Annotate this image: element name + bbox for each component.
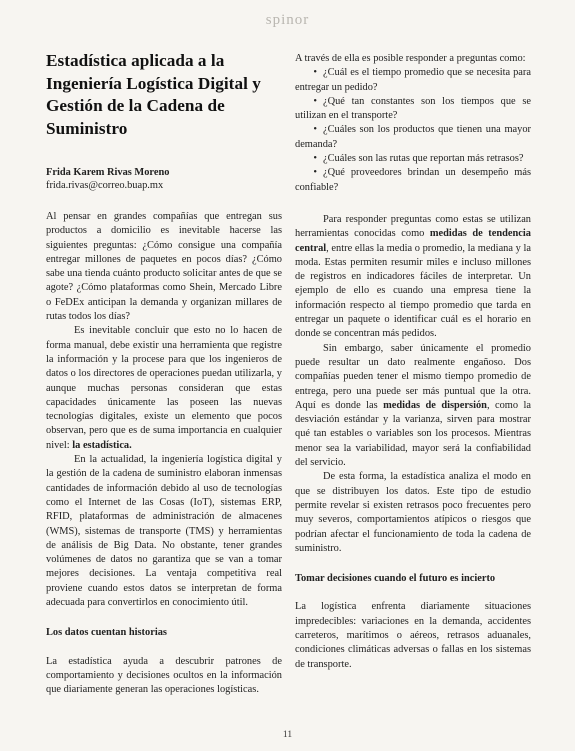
- paragraph-manual-text: Es inevitable concluir que esto no lo hacen de forma manual, debe existir una herramienta que registre la información y la procese para que los ingenieros de datos o los directores de operaciones puedan utilizarla, y aunque muchas personas consideran que estas capacidades únicamente las poseen las nuevas tecnologías digitales, existe un elemento que pocos observan, pero que es de suma importancia en cualquier nivel:: [46, 325, 282, 451]
- page-number: 11: [282, 730, 293, 740]
- emphasis-central-tendency: medidas de tendencia central: [295, 228, 531, 254]
- paragraph-current: En la actualidad, la ingeniería logística digital y la gestión de la cadena de suministro elaboran inmensas cantidades de información debido al uso de tecnologías como el Internet de las Cosas (IoT), sistemas ERP, RFID, plataformas de administración de almacenes (WMS), sistemas de transporte (TMS) y herramientas de análisis de Big Data. No obstante, tener grandes volúmenes de datos no garantiza que se van a tomar mejores decisiones. La ventaja competitiva real proviene cuando estos datos se interpretan de forma adecuada para convertirlos en conocimiento útil.: [46, 454, 282, 609]
- list-item: • ¿Qué proveedores brindan un desempeño más confiable?: [295, 167, 531, 193]
- paragraph-questions-intro: A través de ella es posible responder a preguntas como:: [295, 53, 526, 64]
- paragraph-central-tendency: Para responder preguntas como estas se utilizan herramientas conocidas como medidas de tendencia central, entre ellas la media o promedio, la mediana y la moda. Estas permiten resumir miles e incluso millones de registros en indicadores fáciles de interpretar. Un ejemplo de ello es cuando una empresa tiene la información respecto al tiempo promedio que tarda en entregar un paquete o identificar cuál es el horario en donde se concentran más pedidos.: [295, 213, 531, 340]
- emphasis-statistics: la estadística.: [72, 439, 132, 451]
- bullet-icon: •: [313, 153, 317, 165]
- bullet-icon: •: [313, 167, 317, 179]
- paragraph-manual: [46, 324, 282, 453]
- section-heading-uncertain-future: Tomar decisiones cuando el futuro es incierto: [295, 573, 496, 585]
- author-email: frida.rivas@correo.buap.mx: [46, 180, 164, 191]
- left-column: [46, 50, 282, 698]
- paragraph-dispersion: Sin embargo, saber únicamente el promedio puede resultar un dato realmente engañoso. Dos compañías pueden tener el mismo tiempo promedio de entrega, pero una puede ser más puntual que la otra. Aquí es donde las medidas de dispersión, como la desviación estándar y la varianza, sirven para mostrar qué tan estables o variables son los procesos. Mientras menor sea la variabilidad, mayor será la confiabilidad del servicio.: [295, 342, 531, 469]
- author-name: Frida Karem Rivas Moreno: [46, 167, 170, 178]
- bullet-icon: •: [313, 67, 317, 79]
- paragraph-distribution: De esta forma, la estadística analiza el modo en que se distribuyen los datos. Este tipo de estudio permite revelar si existen retrasos poco frecuentes pero muy severos, comportamientos atípicos o riesgos que podrían afectar el funcionamiento de toda la cadena de suministro.: [295, 471, 531, 554]
- list-item: • ¿Cuáles son los productos que tienen una mayor demanda?: [295, 124, 531, 150]
- section-heading-data-stories: Los datos cuentan historias: [46, 627, 167, 639]
- right-column: [295, 52, 531, 672]
- paragraph-patterns: La estadística ayuda a descubrir patrones de comportamiento y decisiones ocultos en la información que diariamente generan las operaciones logísticas.: [46, 655, 282, 696]
- article-title: Estadística aplicada a la Ingeniería Logística Digital y Gestión de la Cadena de Suministro: [46, 51, 261, 138]
- paragraph-intro: Al pensar en grandes compañías que entregan sus productos a domicilio es inevitable hacerse las siguientes preguntas: ¿Cómo consigue una compañía entregar millones de paquetes en pocos días? ¿Cómo sabe una tienda cuánto producto solicitar antes de que se agote? ¿Cómo plataformas como Shein, Mercado Libre o FeDEx anticipan la demanda y organizan millares de rutas todos los días?: [46, 211, 282, 323]
- list-item: • ¿Cuál es el tiempo promedio que se necesita para entregar un pedido?: [295, 67, 531, 93]
- question-list: [295, 66, 531, 195]
- bullet-icon: •: [313, 95, 317, 107]
- list-item: • ¿Qué tan constantes son los tiempos que se utilizan en el transporte?: [295, 95, 531, 122]
- list-item: • ¿Cuáles son las rutas que reportan más retrasos?: [295, 152, 531, 166]
- paragraph-logistics-challenges: La logística enfrenta diariamente situaciones impredecibles: variaciones en la demanda, accidentes carreteros, marítimos o aéreos, retrasos aduanales, condiciones climáticas adversas o fallas en los sistemas de transporte.: [295, 601, 531, 670]
- bullet-icon: •: [313, 124, 317, 136]
- journal-header: spinor: [265, 12, 310, 28]
- emphasis-dispersion: medidas de dispersión: [383, 399, 487, 411]
